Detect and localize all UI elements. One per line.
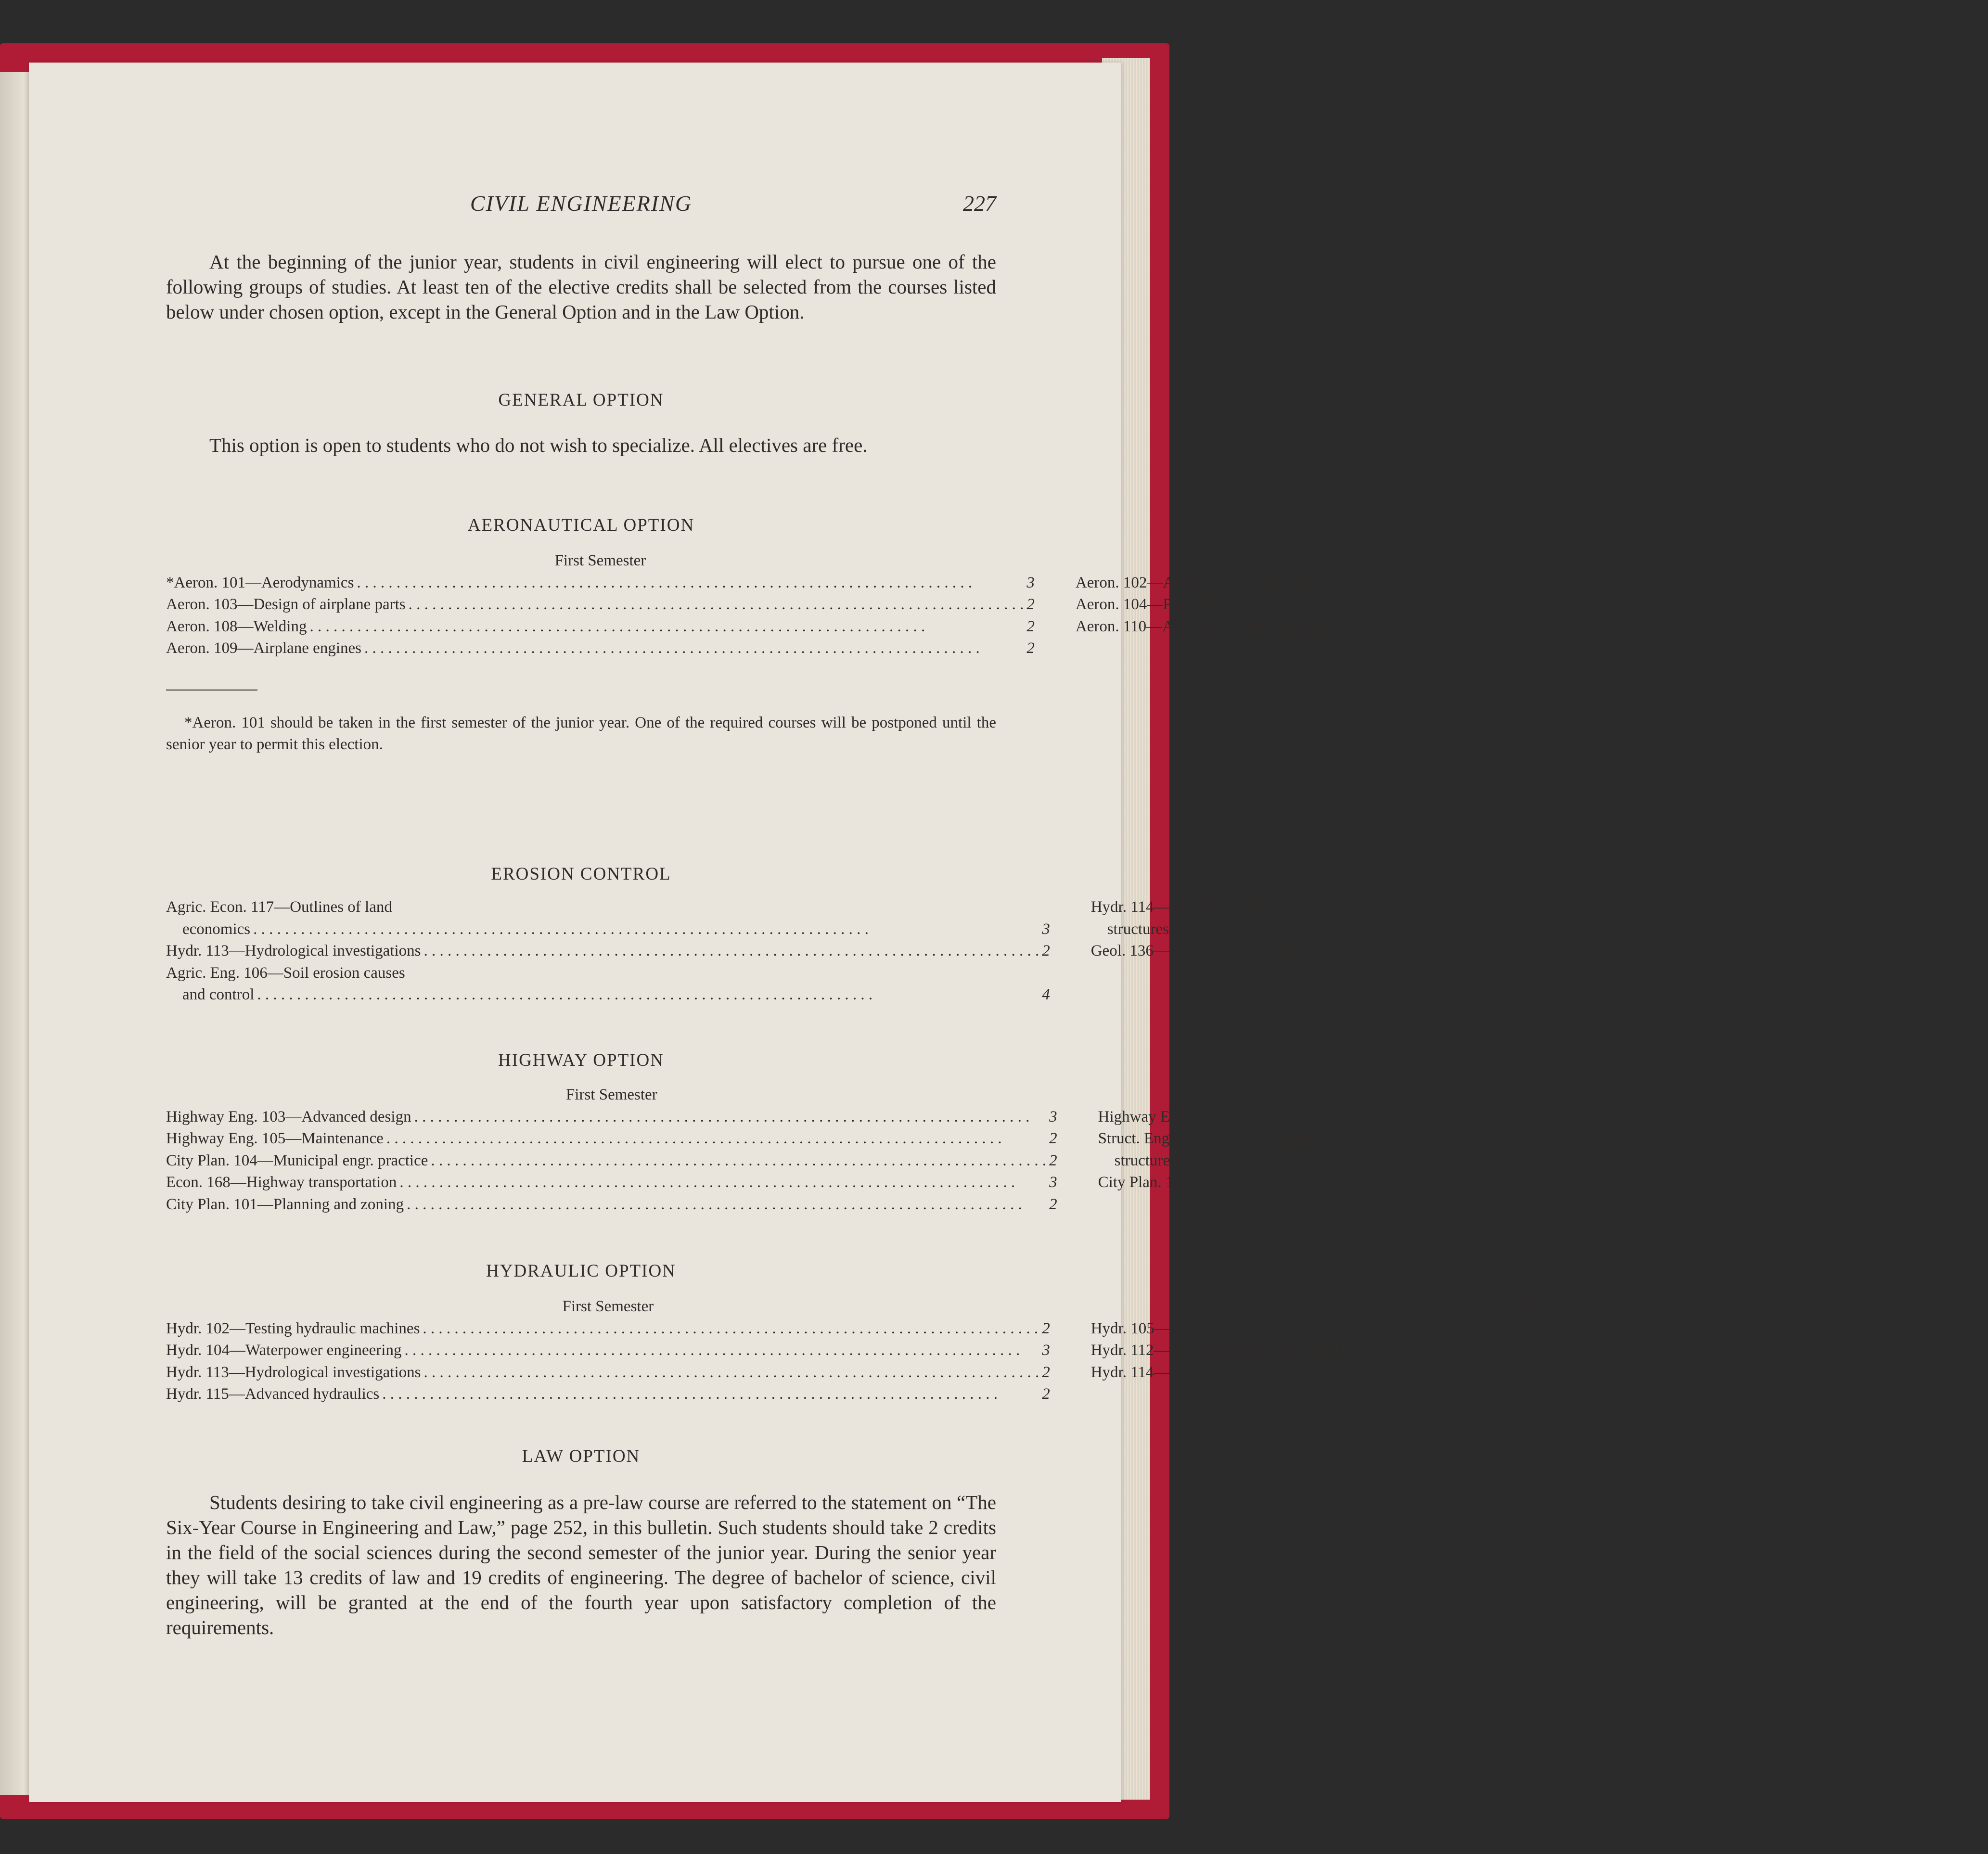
leader-dots xyxy=(1270,1172,1961,1194)
course-credits: 2 xyxy=(1049,1195,1057,1213)
erosion-control-heading: EROSION CONTROL xyxy=(491,864,671,884)
course-row xyxy=(1076,572,1958,594)
leader-dots xyxy=(1301,940,1922,962)
leader-dots xyxy=(1279,1362,1980,1384)
course-row xyxy=(1091,940,1930,962)
course-name: *Aeron. 101—Aerodynamics xyxy=(166,574,354,591)
highway-option-heading: HIGHWAY OPTION xyxy=(498,1050,664,1070)
leader-dots xyxy=(1176,1150,1961,1172)
course-name: Highway Eng. 103—Advanced design xyxy=(166,1108,411,1125)
hydraulic-option-heading: HYDRAULIC OPTION xyxy=(486,1261,676,1281)
running-title: CIVIL ENGINEERING xyxy=(470,191,693,216)
course-row xyxy=(166,1128,1057,1150)
course-list xyxy=(1098,1106,1969,1194)
course-credits: 3 xyxy=(1950,574,1958,591)
course-name: Aeron. 103—Design of airplane parts xyxy=(166,596,406,613)
highway-second-semester xyxy=(1098,1084,1969,1215)
course-row xyxy=(166,962,1050,985)
highway-course-grid xyxy=(166,1084,1969,1215)
general-option-text: This option is open to students who do not wish to specialize. All electives are free. xyxy=(209,434,868,456)
course-row xyxy=(166,572,1035,594)
course-row xyxy=(1098,1172,1969,1194)
course-row xyxy=(166,1362,1050,1384)
course-name: City Plan. 101—(repeated) xyxy=(1098,1174,1270,1191)
leader-dots xyxy=(384,1128,1049,1150)
leader-dots xyxy=(1329,616,1950,638)
course-credits: 2 xyxy=(1042,1363,1050,1381)
course-name: City Plan. 101—Planning and zoning xyxy=(166,1195,404,1213)
course-row xyxy=(1098,1128,1969,1150)
intro-paragraph-block xyxy=(166,249,996,324)
course-name: City Plan. 104—Municipal engr. practice xyxy=(166,1151,428,1169)
course-row xyxy=(1091,1340,1988,1362)
erosion-course-grid xyxy=(166,896,1930,1006)
course-name: structures xyxy=(1107,920,1169,938)
leader-dots xyxy=(379,1383,1042,1406)
first-semester-heading: First Semester xyxy=(554,552,646,569)
course-list xyxy=(166,1318,1050,1406)
course-name: Highway Eng. 105—Maintenance xyxy=(166,1130,384,1147)
course-name: Hydr. 114—Hydraulic design xyxy=(1090,1363,1279,1381)
aeronautical-second-semester xyxy=(1076,550,1958,660)
leader-dots xyxy=(1169,919,1922,941)
course-credits: 2 xyxy=(1049,1130,1057,1147)
course-list xyxy=(166,572,1035,660)
course-name: Hydr. 113—Hydrological investigations xyxy=(166,1363,421,1381)
course-credits: 3 xyxy=(1922,942,1930,959)
leader-dots xyxy=(1266,594,1950,616)
leader-dots xyxy=(250,919,1042,941)
course-name: Aeron. 102—Airplane stress analysis xyxy=(1075,574,1313,591)
leader-dots xyxy=(1359,1340,1980,1362)
course-row xyxy=(166,1106,1057,1128)
course-row xyxy=(166,638,1035,660)
law-option-text: Students desiring to take civil engineering as a pre-law course are referred to the statement on “The Six-Year Course in Engineering and Law,” page 252, in this bulletin. Such students should take 2 credits in the field of the social sciences during the second semester of the junior year. During the senior year they will take 13 credits of law and 19 credits of engineering. The degree of bachelor of science, civil engineering, will be granted at the end of the fourth year upon satisfactory completion of the requirements. xyxy=(166,1491,996,1638)
course-row xyxy=(166,1194,1057,1216)
course-credits: 2 xyxy=(1980,1342,1988,1359)
leader-dots xyxy=(1305,1318,1980,1340)
leader-dots xyxy=(397,1172,1049,1194)
aeronautical-first-semester xyxy=(166,550,1035,660)
running-head xyxy=(166,191,996,224)
course-name: Highway Eng. 104—Materials testing xyxy=(1098,1108,1340,1125)
course-row xyxy=(166,984,1050,1006)
course-name: Hydr. 112—Drainage and river hydraulics xyxy=(1090,1342,1359,1359)
aeronautical-option-heading: AERONAUTICAL OPTION xyxy=(467,515,695,535)
course-credits: 2 xyxy=(1961,1174,1969,1191)
course-credits: 2 xyxy=(1026,596,1035,613)
second-semester-heading: Second Semester xyxy=(1462,552,1571,569)
course-credits: 2 xyxy=(1042,1319,1050,1337)
course-list xyxy=(1091,1318,1988,1384)
course-row xyxy=(1098,1150,1969,1172)
aeronautical-option xyxy=(166,515,1958,755)
hydraulic-option xyxy=(166,1261,1988,1406)
course-row xyxy=(1076,594,1958,616)
course-row xyxy=(166,594,1035,616)
course-list xyxy=(1076,572,1958,638)
course-credits: 2 xyxy=(1980,1363,1988,1381)
first-semester-heading: First Semester xyxy=(562,1298,654,1315)
course-name: Geol. 136—Principles of erosion xyxy=(1090,942,1301,959)
course-name: Aeron. 104—Propeller theory xyxy=(1075,596,1266,613)
leader-dots xyxy=(421,940,1042,962)
course-credits: 3 xyxy=(1049,1174,1057,1191)
course-name: Hydr. 105—Hydraulic machinery xyxy=(1090,1319,1305,1337)
highway-first-semester xyxy=(166,1084,1057,1215)
leader-dots xyxy=(354,572,1026,594)
course-credits: 3 xyxy=(1961,1108,1969,1125)
leader-dots xyxy=(404,1194,1049,1216)
course-row xyxy=(1091,896,1930,919)
course-row xyxy=(166,896,1050,919)
course-list xyxy=(1091,896,1930,1006)
second-semester-heading: Second Semester xyxy=(1479,1086,1588,1103)
course-credits: 3 xyxy=(1049,1108,1057,1125)
course-list xyxy=(166,896,1050,1006)
course-name: Hydr. 115—Advanced hydraulics xyxy=(166,1385,380,1403)
course-credits: 2 xyxy=(1950,596,1958,613)
hydraulic-course-grid xyxy=(166,1296,1988,1406)
course-row xyxy=(166,1150,1057,1172)
course-name: Aeron. 108—Welding xyxy=(166,617,307,635)
leader-dots xyxy=(406,594,1027,616)
course-name: Agric. Econ. 117—Outlines of land xyxy=(166,898,392,916)
second-semester-heading: Second Semester xyxy=(1485,1298,1594,1315)
course-name: and control xyxy=(182,986,255,1003)
course-list xyxy=(166,1106,1057,1216)
leader-dots xyxy=(1340,1106,1961,1128)
law-option xyxy=(166,1446,996,1640)
course-credits: 2 xyxy=(1980,1319,1988,1337)
course-name: Aeron. 110—Aeronautical meteorology xyxy=(1075,617,1329,635)
leader-dots xyxy=(307,616,1026,638)
hydraulic-first-semester xyxy=(166,1296,1050,1406)
course-name: economics xyxy=(182,920,251,938)
first-semester-heading: First Semester xyxy=(565,1086,657,1103)
course-credits: 2 xyxy=(1042,942,1050,959)
course-name: Aeron. 109—Airplane engines xyxy=(166,639,361,657)
intro-paragraph: At the beginning of the junior year, students in civil engineering will elect to pursue one of the following groups of studies. At least ten of the elective credits shall be selected from the courses listed below under chosen option, except in the General Option and in the Law Option. xyxy=(166,251,996,323)
course-row xyxy=(166,1383,1050,1406)
leader-dots xyxy=(254,984,1042,1006)
course-name: Hydr. 114—Design of soil-saving xyxy=(1090,898,1306,916)
general-option xyxy=(166,390,996,458)
page-number: 227 xyxy=(963,191,996,216)
course-name: Struct. Eng. 112—Design of highway xyxy=(1098,1130,1338,1147)
leader-dots xyxy=(361,638,1026,660)
leader-dots xyxy=(420,1318,1042,1340)
course-row xyxy=(166,1318,1050,1340)
course-row xyxy=(166,940,1050,962)
course-row xyxy=(166,616,1035,638)
course-row xyxy=(166,1340,1050,1362)
highway-option xyxy=(166,1050,1969,1215)
course-name: Hydr. 104—Waterpower engineering xyxy=(166,1342,402,1359)
course-row xyxy=(1091,1318,1988,1340)
aeronautical-course-grid xyxy=(166,550,1958,660)
course-name: Agric. Eng. 106—Soil erosion causes xyxy=(166,964,405,982)
course-credits: 2 xyxy=(1049,1151,1057,1169)
course-row xyxy=(1091,1362,1988,1384)
aeronautical-footnote: *Aeron. 101 should be taken in the first semester of the junior year. One of the required courses will be postponed until the senior year to permit this election. xyxy=(166,714,996,753)
course-credits: 2 xyxy=(1961,1151,1969,1169)
leader-dots xyxy=(421,1362,1042,1384)
course-credits: 2 xyxy=(1026,617,1035,635)
course-name: Econ. 168—Highway transportation xyxy=(166,1174,397,1191)
general-option-heading: GENERAL OPTION xyxy=(498,390,664,410)
course-row xyxy=(1098,1106,1969,1128)
book-page xyxy=(29,63,1988,1802)
course-name: Hydr. 113—Hydrological investigations xyxy=(166,942,421,959)
course-credits: 4 xyxy=(1042,986,1050,1003)
course-name: Hydr. 102—Testing hydraulic machines xyxy=(166,1319,420,1337)
course-name: structures xyxy=(1114,1151,1176,1169)
course-credits: 1 xyxy=(1950,617,1958,635)
course-credits: 3 xyxy=(1042,920,1050,938)
leader-dots xyxy=(1313,572,1950,594)
course-row xyxy=(166,1172,1057,1194)
course-credits: 2 xyxy=(1026,639,1035,657)
erosion-control xyxy=(166,864,1930,1006)
leader-dots xyxy=(411,1106,1050,1128)
course-credits: 2 xyxy=(1922,920,1930,938)
law-option-heading: LAW OPTION xyxy=(522,1446,641,1466)
course-row xyxy=(166,919,1050,941)
course-credits: 3 xyxy=(1042,1342,1050,1359)
leader-dots xyxy=(428,1150,1049,1172)
leader-dots xyxy=(401,1340,1042,1362)
hydraulic-second-semester xyxy=(1091,1296,1988,1406)
course-credits: 3 xyxy=(1026,574,1035,591)
course-row xyxy=(1076,616,1958,638)
course-credits: 2 xyxy=(1042,1385,1050,1403)
course-row xyxy=(1091,919,1930,941)
